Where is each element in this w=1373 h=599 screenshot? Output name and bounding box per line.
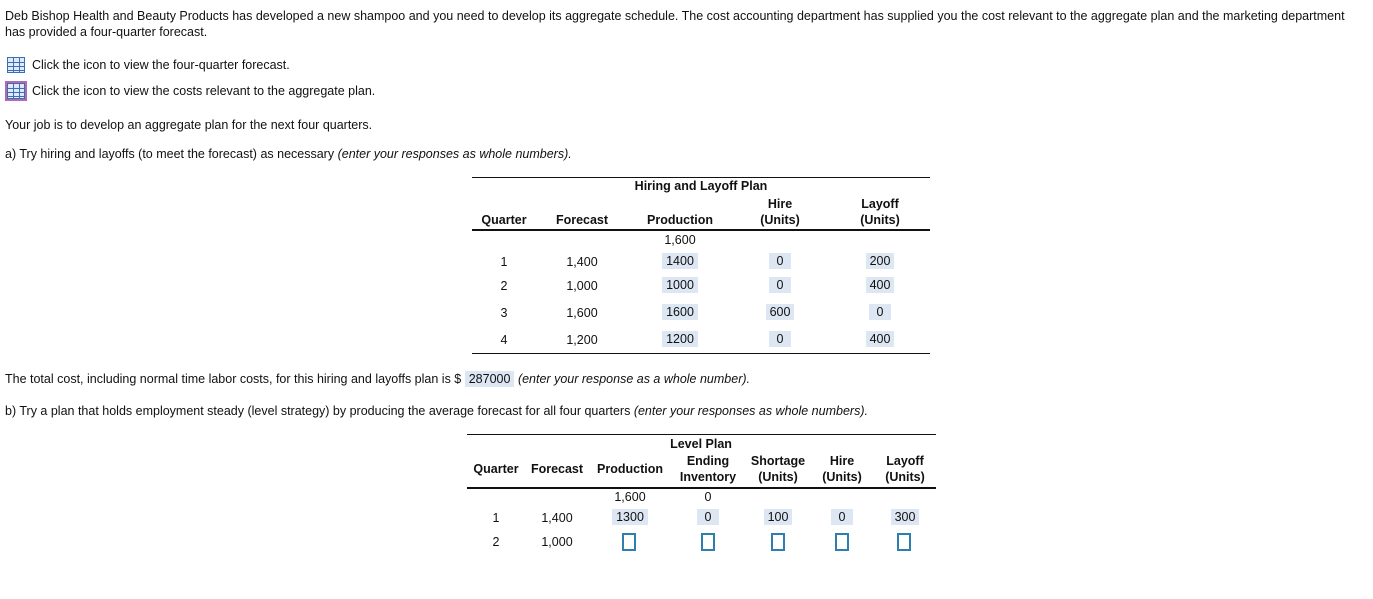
total-cost-hint: (enter your response as a whole number).: [517, 372, 750, 386]
row-forecast: 1,600: [566, 306, 598, 320]
col-shortage-line2: (Units): [758, 470, 798, 484]
table-row: [472, 253, 930, 273]
table-row: [472, 304, 930, 324]
forecast-link-text: Click the icon to view the four-quarter forecast.: [32, 58, 290, 72]
costs-link-row[interactable]: [7, 82, 375, 100]
table-row: [472, 277, 930, 297]
col-ending-line2: Inventory: [679, 470, 737, 484]
shortage-answer[interactable]: 100: [764, 509, 793, 525]
shortage-input[interactable]: [771, 533, 785, 551]
part-b-prompt: [5, 404, 868, 418]
part-a-prompt-text: a) Try hiring and layoffs (to meet the forecast) as necessary: [5, 147, 335, 161]
layoff-answer[interactable]: 400: [866, 331, 895, 347]
total-cost-prefix: The total cost, including normal time labor costs, for this hiring and layoffs plan is $: [5, 372, 462, 386]
row-quarter: 2: [492, 535, 500, 549]
table-icon[interactable]: [7, 83, 25, 99]
ending-inventory-answer[interactable]: 0: [697, 509, 719, 525]
initial-production: 1,600: [614, 490, 646, 504]
production-answer[interactable]: 1300: [612, 509, 648, 525]
col-hire: [816, 453, 868, 485]
layoff-answer[interactable]: 200: [866, 253, 895, 269]
col-hire: [750, 196, 810, 228]
col-ending-inventory: [675, 453, 741, 485]
col-hire-line1: Hire: [767, 197, 793, 211]
col-layoff-line1: Layoff: [886, 454, 924, 468]
row-forecast: 1,400: [566, 255, 598, 269]
hire-answer[interactable]: 0: [831, 509, 853, 525]
production-answer[interactable]: 1200: [662, 331, 698, 347]
row-forecast: 1,400: [541, 511, 573, 525]
problem-intro: Deb Bishop Health and Beauty Products has developed a new shampoo and you need to develop its aggregate schedule. The cost accounting department has supplied you the cost relevant to the aggregate plan and the marketing department has provided a four-quarter forecast.: [5, 9, 1345, 39]
layoff-answer[interactable]: 0: [869, 304, 891, 320]
production-answer[interactable]: 1400: [662, 253, 698, 269]
table-title: Level Plan: [670, 437, 732, 451]
row-forecast: 1,000: [566, 279, 598, 293]
col-hire-line2: (Units): [760, 213, 800, 227]
hire-answer[interactable]: 0: [769, 277, 791, 293]
hiring-layoff-table: [472, 175, 930, 355]
col-forecast: Forecast: [555, 213, 609, 227]
col-layoff-line2: (Units): [885, 470, 925, 484]
ending-inventory-input[interactable]: [701, 533, 715, 551]
hire-answer[interactable]: 0: [769, 253, 791, 269]
col-layoff: [877, 453, 933, 485]
table-title: Hiring and Layoff Plan: [634, 179, 768, 193]
row-quarter: 1: [500, 255, 508, 269]
initial-production: 1,600: [664, 233, 696, 247]
part-a-prompt: [5, 147, 572, 161]
col-forecast: Forecast: [530, 462, 584, 476]
col-hire-line1: Hire: [829, 454, 855, 468]
col-shortage: [745, 453, 811, 485]
layoff-answer[interactable]: 300: [891, 509, 920, 525]
table-row: [472, 331, 930, 351]
col-hire-line2: (Units): [822, 470, 862, 484]
row-quarter: 1: [492, 511, 500, 525]
production-input[interactable]: [622, 533, 636, 551]
initial-inventory: 0: [704, 490, 712, 504]
level-plan-table: [467, 433, 936, 563]
col-quarter: Quarter: [481, 213, 527, 227]
total-cost-line: [5, 371, 750, 387]
table-row: [467, 509, 936, 529]
costs-link-text: Click the icon to view the costs relevant to the aggregate plan.: [32, 84, 376, 98]
col-layoff-line2: (Units): [860, 213, 900, 227]
total-cost-answer[interactable]: 287000: [465, 371, 515, 387]
job-text: Your job is to develop an aggregate plan for the next four quarters.: [5, 118, 373, 132]
layoff-answer[interactable]: 400: [866, 277, 895, 293]
layoff-input[interactable]: [897, 533, 911, 551]
row-quarter: 3: [500, 306, 508, 320]
col-layoff: [850, 196, 910, 228]
production-answer[interactable]: 1600: [662, 304, 698, 320]
part-b-hint: (enter your responses as whole numbers).: [633, 404, 868, 418]
col-production: Production: [597, 462, 663, 476]
production-answer[interactable]: 1000: [662, 277, 698, 293]
row-quarter: 2: [500, 279, 508, 293]
part-a-hint: (enter your responses as whole numbers).: [337, 147, 572, 161]
col-production: Production: [647, 213, 713, 227]
forecast-link-row[interactable]: [7, 56, 290, 74]
hire-answer[interactable]: 0: [769, 331, 791, 347]
hire-input[interactable]: [835, 533, 849, 551]
row-forecast: 1,200: [566, 333, 598, 347]
row-forecast: 1,000: [541, 535, 573, 549]
part-b-prompt-text: b) Try a plan that holds employment steady (level strategy) by producing the average forecast for all four quarters: [5, 404, 631, 418]
row-quarter: 4: [500, 333, 508, 347]
col-quarter: Quarter: [473, 462, 519, 476]
table-row: [467, 532, 936, 556]
col-ending-line1: Ending: [686, 454, 730, 468]
hire-answer[interactable]: 600: [766, 304, 795, 320]
table-icon[interactable]: [7, 57, 25, 73]
col-shortage-line1: Shortage: [750, 454, 806, 468]
col-layoff-line1: Layoff: [861, 197, 899, 211]
